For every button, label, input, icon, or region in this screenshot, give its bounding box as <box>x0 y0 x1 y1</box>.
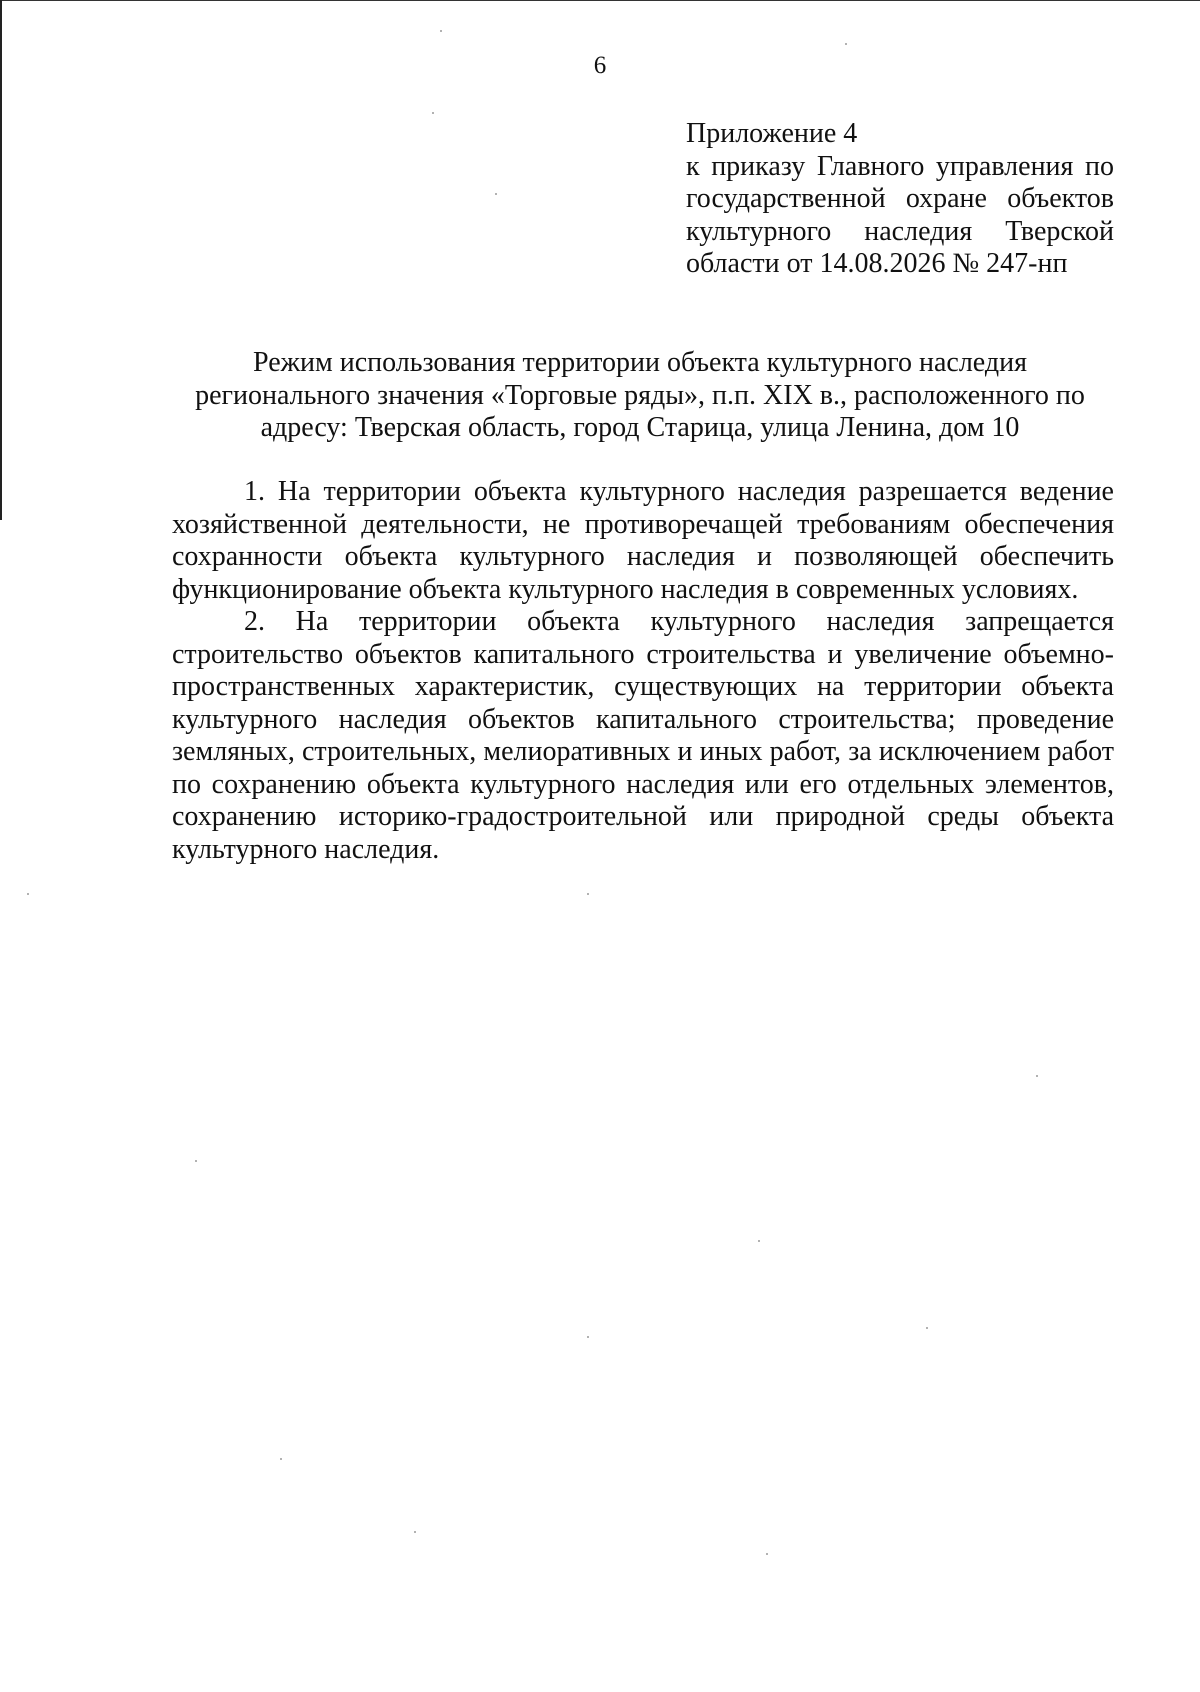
paragraph-line: 1. На территории объекта культурного наследия разрешается ведение <box>244 476 1114 507</box>
appendix-line: государственной охране объектов <box>686 183 1114 214</box>
scan-speck <box>926 1327 928 1329</box>
scan-speck <box>440 30 442 32</box>
scan-speck <box>587 893 589 895</box>
scan-speck <box>280 1458 282 1460</box>
paragraph-1 <box>172 476 1114 606</box>
scan-speck <box>432 112 434 114</box>
scan-speck <box>766 1553 768 1555</box>
scan-speck <box>495 193 497 195</box>
paragraph-line: по сохранению объекта культурного наследия или его отдельных элементов, <box>172 768 1114 800</box>
paragraph-line: сохранению историко-градостроительной или природной среды объекта <box>172 801 1114 832</box>
paragraph-line: земляных, строительных, мелиоративных и иных работ, за исключением работ <box>172 736 1114 767</box>
appendix-line: к приказу Главного управления по <box>686 150 1114 182</box>
paragraph-2 <box>172 606 1114 866</box>
paragraph-line: культурного наследия. <box>172 833 440 865</box>
document-title <box>160 347 1120 445</box>
page-number: 6 <box>593 52 607 79</box>
appendix-label: Приложение 4 <box>686 118 858 149</box>
title-line: регионального значения «Торговые ряды», п.п. XIX в., расположенного по <box>195 379 1085 411</box>
scan-speck <box>195 1160 197 1162</box>
paragraph-line: 2. На территории объекта культурного наследия запрещается <box>244 606 1114 637</box>
scan-edge-top <box>0 0 1200 1</box>
title-line: Режим использования территории объекта культурного наследия <box>253 347 1027 378</box>
scan-speck <box>414 1531 416 1533</box>
appendix-line: культурного наследия Тверской <box>686 215 1114 247</box>
document-body <box>172 476 1114 866</box>
paragraph-line: пространственных характеристик, существующих на территории объекта <box>172 671 1114 702</box>
scan-speck <box>1036 1075 1038 1077</box>
appendix-header <box>686 118 1114 281</box>
paragraph-line: строительство объектов капитального строительства и увеличение объемно- <box>172 638 1114 670</box>
scan-speck <box>758 1240 760 1242</box>
paragraph-line: хозяйственной деятельности, не противоречащей требованиям обеспечения <box>172 508 1114 540</box>
paragraph-line: сохранности объекта культурного наследия и позволяющей обеспечить <box>172 541 1114 572</box>
title-line: адресу: Тверская область, город Старица, улица Ленина, дом 10 <box>260 412 1020 443</box>
scan-speck <box>587 1336 589 1338</box>
scan-speck <box>845 43 847 45</box>
scan-speck <box>27 893 29 895</box>
paragraph-line: функционирование объекта культурного наследия в современных условиях. <box>172 573 1079 605</box>
paragraph-line: культурного наследия объектов капитального строительства; проведение <box>172 703 1114 735</box>
appendix-order-date: области от 14.08.2026 № 247-нп <box>686 248 1068 279</box>
